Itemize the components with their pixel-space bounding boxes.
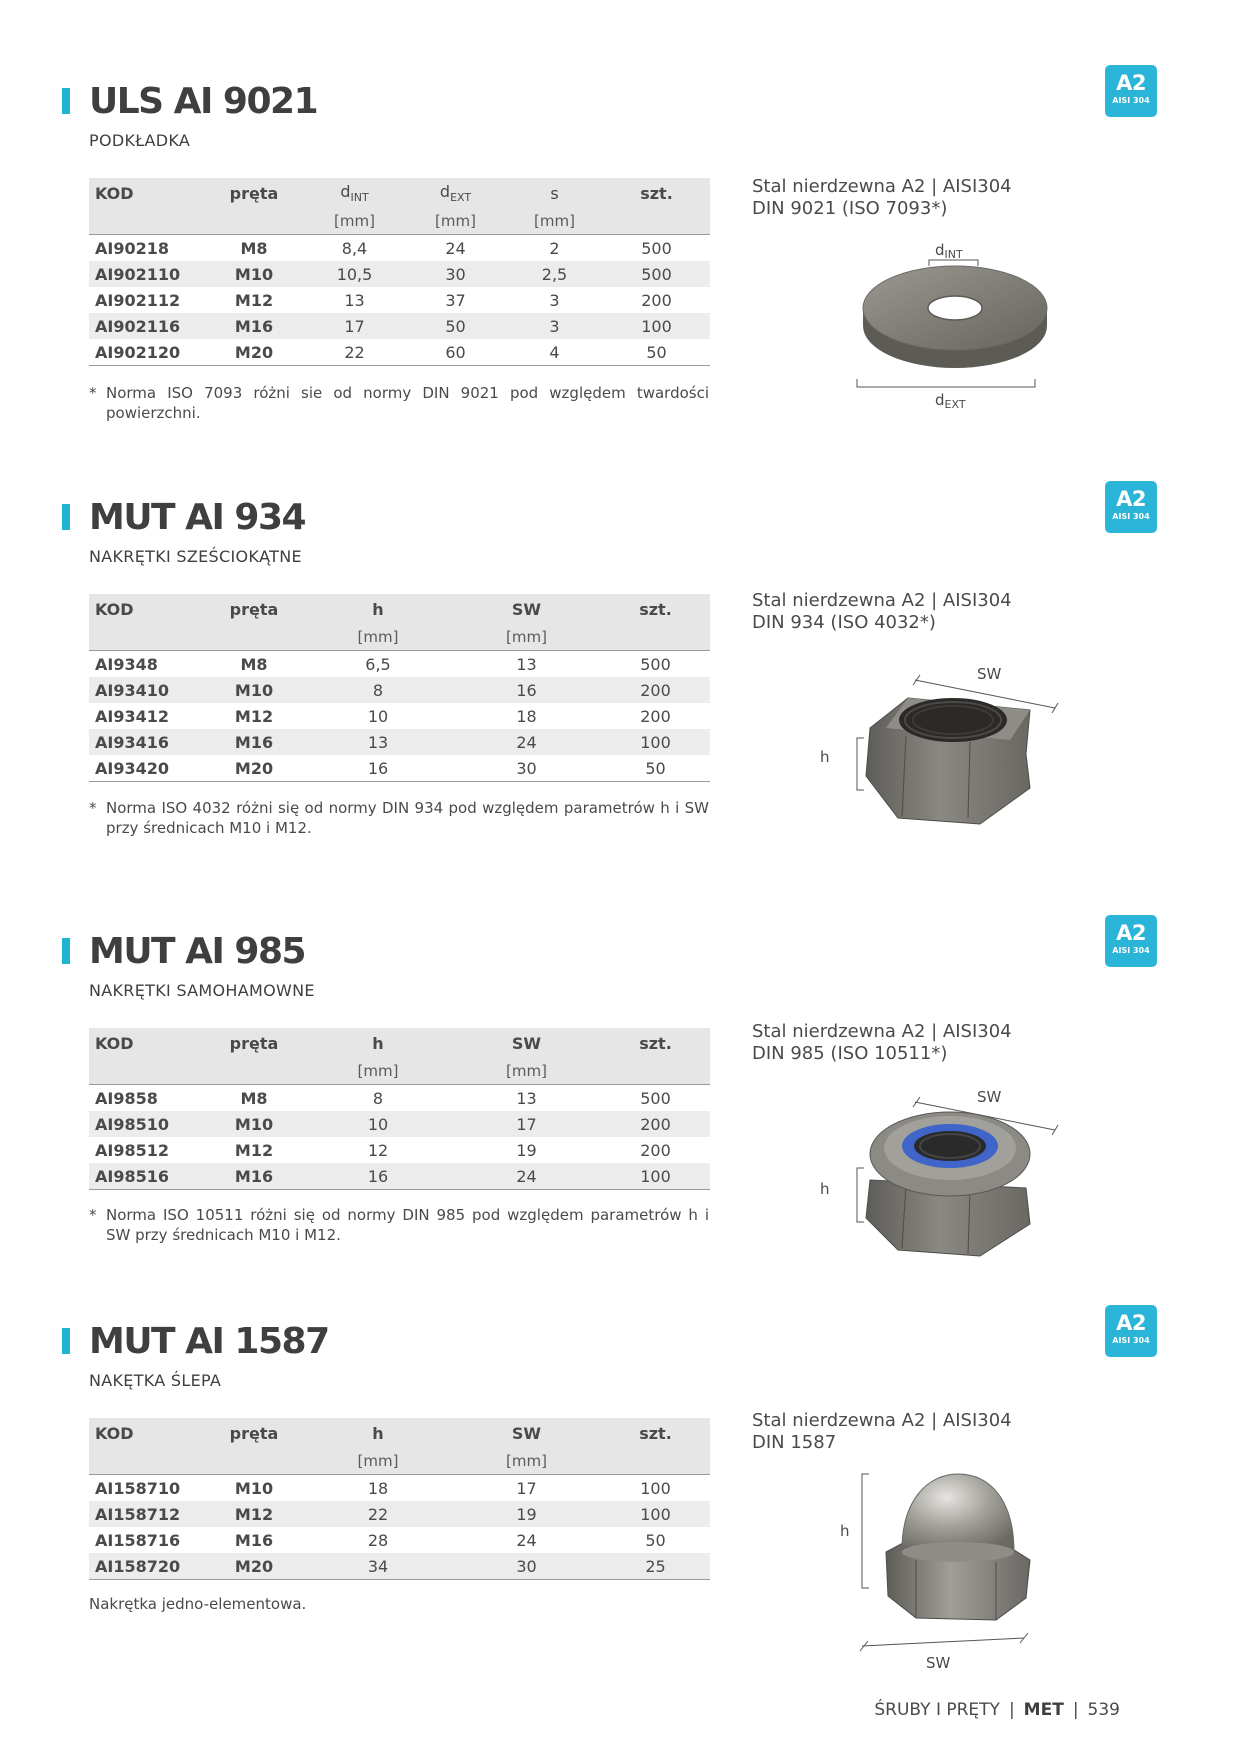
cell-szt: 50 bbox=[601, 755, 710, 782]
material-spec bbox=[752, 590, 1012, 634]
dim-dext-sub: EXT bbox=[944, 398, 966, 411]
unit-empty bbox=[603, 208, 710, 235]
cell-sw: 13 bbox=[516, 1088, 537, 1108]
material-standard: DIN 934 (ISO 4032*) bbox=[752, 612, 936, 633]
svg-text:dEXT bbox=[935, 391, 966, 411]
cell-kod: AI902120 bbox=[89, 339, 204, 366]
dext-subscript: EXT bbox=[450, 191, 472, 205]
table-row bbox=[89, 287, 710, 313]
cell-kod: AI90218 bbox=[95, 238, 169, 258]
unit-empty bbox=[89, 1448, 204, 1475]
dim-h-label: h bbox=[820, 1180, 830, 1198]
cell-dint: 10,5 bbox=[304, 261, 405, 287]
cell-sw: 16 bbox=[452, 677, 601, 703]
units-row bbox=[89, 1448, 710, 1475]
cell-preta: M8 bbox=[240, 238, 268, 258]
cell-h: 22 bbox=[304, 1501, 452, 1527]
material-badge bbox=[1105, 481, 1157, 533]
cell-preta: M10 bbox=[234, 1478, 274, 1498]
cell-dint: 8,4 bbox=[341, 238, 368, 258]
unit-sw: [mm] bbox=[452, 624, 601, 651]
table-row bbox=[89, 651, 710, 678]
cell-szt: 200 bbox=[601, 1111, 710, 1137]
section-accent-bar bbox=[62, 1328, 70, 1354]
cell-szt: 500 bbox=[640, 654, 671, 674]
cell-h: 8 bbox=[372, 1088, 384, 1108]
product-subtitle: NAKRĘTKI SAMOHAMOWNE bbox=[89, 981, 315, 1000]
cell-sw: 30 bbox=[452, 755, 601, 782]
washer-illustration bbox=[845, 236, 1065, 416]
material-badge bbox=[1105, 1305, 1157, 1357]
unit-sw: [mm] bbox=[452, 1448, 601, 1475]
cell-preta: M16 bbox=[204, 729, 304, 755]
product-title: MUT AI 985 bbox=[89, 931, 306, 972]
badge-grade: A2 bbox=[1116, 487, 1146, 511]
cell-preta: M12 bbox=[204, 1501, 304, 1527]
unit-h: [mm] bbox=[304, 1448, 452, 1475]
cell-kod: AI9858 bbox=[95, 1088, 158, 1108]
cell-dext: 37 bbox=[445, 290, 466, 310]
product-title: ULS AI 9021 bbox=[89, 81, 318, 122]
col-header-preta: pręta bbox=[204, 178, 304, 208]
col-header-kod: KOD bbox=[89, 594, 204, 624]
col-header-sw: SW bbox=[452, 594, 601, 624]
cell-dext: 60 bbox=[405, 339, 506, 366]
cell-preta: M16 bbox=[204, 1163, 304, 1190]
cell-kod: AI902112 bbox=[95, 290, 181, 310]
table-row bbox=[89, 1111, 710, 1137]
col-header-h: h bbox=[304, 594, 452, 624]
cell-sw: 30 bbox=[452, 1553, 601, 1580]
table-row bbox=[89, 1475, 710, 1502]
material-standard: DIN 985 (ISO 10511*) bbox=[752, 1043, 948, 1064]
spec-table bbox=[89, 1028, 710, 1190]
cell-kod: AI158710 bbox=[95, 1478, 181, 1498]
dext-symbol: d bbox=[439, 181, 451, 201]
product-title: MUT AI 1587 bbox=[89, 1321, 329, 1362]
cell-h: 34 bbox=[304, 1553, 452, 1580]
cell-kod: AI902110 bbox=[89, 261, 204, 287]
cell-szt: 25 bbox=[601, 1553, 710, 1580]
cell-sw: 24 bbox=[516, 1530, 537, 1550]
cell-s: 2,5 bbox=[506, 261, 603, 287]
cell-kod: AI93420 bbox=[89, 755, 204, 782]
cell-szt: 500 bbox=[640, 1088, 671, 1108]
page-number: 539 bbox=[1087, 1700, 1120, 1720]
product-subtitle: PODKŁADKA bbox=[89, 131, 191, 150]
section-accent-bar bbox=[62, 938, 70, 964]
cell-preta: M10 bbox=[204, 677, 304, 703]
table-row bbox=[89, 755, 710, 782]
col-header-kod: KOD bbox=[89, 1418, 204, 1448]
dim-dint-sub: INT bbox=[944, 248, 963, 261]
spec-table bbox=[89, 178, 710, 366]
footnote-text: Nakrętka jedno-elementowa. bbox=[89, 1595, 307, 1613]
footnote-text: Norma ISO 7093 różni sie od normy DIN 9021 pod względem twardości powierzchni. bbox=[106, 384, 709, 422]
cell-s: 2 bbox=[549, 238, 560, 258]
footnote-text: Norma ISO 10511 różni się od normy DIN 985 pod względem parametrów h i SW przy średnicach M10 i M12. bbox=[106, 1206, 709, 1244]
cell-szt: 500 bbox=[603, 261, 710, 287]
cell-preta: M8 bbox=[240, 654, 268, 674]
cell-preta: M12 bbox=[234, 1140, 274, 1160]
unit-dext: [mm] bbox=[405, 208, 506, 235]
cell-kod: AI93410 bbox=[89, 677, 204, 703]
cell-szt: 200 bbox=[601, 677, 710, 703]
col-header-szt: szt. bbox=[601, 594, 710, 624]
table-row bbox=[89, 677, 710, 703]
cell-kod: AI158712 bbox=[89, 1501, 204, 1527]
dint-symbol: d bbox=[340, 181, 351, 201]
cell-sw: 19 bbox=[516, 1140, 537, 1160]
table-row bbox=[89, 235, 710, 262]
col-header-sw: SW bbox=[452, 1028, 601, 1058]
badge-aisi: AISI 304 bbox=[1112, 512, 1150, 521]
cell-sw: 24 bbox=[452, 729, 601, 755]
cell-h: 8 bbox=[304, 677, 452, 703]
cell-preta: M20 bbox=[204, 755, 304, 782]
footer-brand: MET bbox=[1023, 1700, 1064, 1720]
self-locking-nut-illustration bbox=[810, 1088, 1070, 1268]
col-header-dext bbox=[405, 178, 506, 208]
cell-dext: 30 bbox=[405, 261, 506, 287]
cell-szt: 100 bbox=[640, 1478, 671, 1498]
cell-h: 6,5 bbox=[365, 654, 391, 674]
col-header-sw: SW bbox=[452, 1418, 601, 1448]
spec-table bbox=[89, 1418, 710, 1580]
cell-kod: AI158716 bbox=[95, 1530, 181, 1550]
cell-szt: 100 bbox=[603, 313, 710, 339]
table-row bbox=[89, 1553, 710, 1580]
cell-preta: M8 bbox=[240, 1088, 268, 1108]
footnote-text: Norma ISO 4032 różni się od normy DIN 934 pod względem parametrów h i SW przy średnicach M10 i M12. bbox=[106, 799, 709, 837]
material-spec bbox=[752, 176, 1012, 220]
table-row bbox=[89, 1527, 710, 1553]
unit-sw: [mm] bbox=[452, 1058, 601, 1085]
cell-h: 18 bbox=[367, 1478, 389, 1498]
cell-preta: M20 bbox=[204, 1553, 304, 1580]
cell-h: 16 bbox=[304, 755, 452, 782]
cell-kod: AI98512 bbox=[95, 1140, 169, 1160]
cell-preta: M16 bbox=[234, 1530, 274, 1550]
cell-sw: 24 bbox=[452, 1163, 601, 1190]
badge-aisi: AISI 304 bbox=[1112, 946, 1150, 955]
cell-h: 28 bbox=[367, 1530, 389, 1550]
footnote bbox=[89, 1594, 709, 1614]
cell-h: 16 bbox=[304, 1163, 452, 1190]
table-row bbox=[89, 729, 710, 755]
cell-sw: 19 bbox=[452, 1501, 601, 1527]
cell-preta: M10 bbox=[204, 261, 304, 287]
dim-h-label: h bbox=[840, 1522, 850, 1540]
svg-text:dINT bbox=[935, 241, 963, 261]
material-badge bbox=[1105, 65, 1157, 117]
footnote-marker: * bbox=[89, 799, 97, 817]
unit-empty bbox=[204, 208, 304, 235]
col-header-szt: szt. bbox=[601, 1418, 710, 1448]
cell-dint: 22 bbox=[304, 339, 405, 366]
product-subtitle: NAKĘTKA ŚLEPA bbox=[89, 1371, 222, 1390]
badge-grade: A2 bbox=[1116, 1311, 1146, 1335]
unit-empty bbox=[601, 1448, 710, 1475]
col-header-szt: szt. bbox=[601, 1028, 710, 1058]
cell-preta: M12 bbox=[234, 290, 274, 310]
dim-dext-label: d bbox=[935, 391, 945, 409]
dim-sw-label: SW bbox=[977, 665, 1002, 683]
col-header-kod: KOD bbox=[89, 178, 204, 208]
table-row bbox=[89, 313, 710, 339]
hex-nut-illustration bbox=[810, 658, 1070, 838]
units-row bbox=[89, 1058, 710, 1085]
material-spec bbox=[752, 1021, 1012, 1065]
cell-kod: AI98510 bbox=[89, 1111, 204, 1137]
cell-sw: 17 bbox=[516, 1478, 537, 1498]
unit-h: [mm] bbox=[304, 624, 452, 651]
footer-separator: | bbox=[1008, 1700, 1015, 1720]
cell-preta: M16 bbox=[204, 313, 304, 339]
cell-h: 13 bbox=[304, 729, 452, 755]
cell-kod: AI93412 bbox=[95, 706, 169, 726]
cell-h: 10 bbox=[304, 1111, 452, 1137]
cell-szt: 50 bbox=[603, 339, 710, 366]
table-row bbox=[89, 1163, 710, 1190]
cell-kod: AI902116 bbox=[89, 313, 204, 339]
unit-empty bbox=[89, 1058, 204, 1085]
cell-szt: 50 bbox=[645, 1530, 666, 1550]
cell-h: 10 bbox=[367, 706, 389, 726]
dint-subscript: INT bbox=[350, 191, 369, 205]
cell-dext: 24 bbox=[445, 238, 466, 258]
material-grade: Stal nierdzewna A2 | AISI304 bbox=[752, 176, 1012, 197]
unit-empty bbox=[601, 1058, 710, 1085]
cell-szt: 500 bbox=[641, 238, 672, 258]
material-badge bbox=[1105, 915, 1157, 967]
cell-dint: 17 bbox=[304, 313, 405, 339]
material-standard: DIN 9021 (ISO 7093*) bbox=[752, 198, 948, 219]
cell-kod: AI93416 bbox=[89, 729, 204, 755]
dint-dimension bbox=[929, 241, 978, 266]
unit-h: [mm] bbox=[304, 1058, 452, 1085]
unit-empty bbox=[89, 208, 204, 235]
product-title: MUT AI 934 bbox=[89, 497, 306, 538]
product-subtitle: NAKRĘTKI SZEŚCIOKĄTNE bbox=[89, 547, 302, 566]
material-grade: Stal nierdzewna A2 | AISI304 bbox=[752, 1021, 1012, 1042]
section-accent-bar bbox=[62, 88, 70, 114]
material-standard: DIN 1587 bbox=[752, 1432, 837, 1453]
table-row bbox=[89, 703, 710, 729]
col-header-preta: pręta bbox=[204, 1418, 304, 1448]
material-grade: Stal nierdzewna A2 | AISI304 bbox=[752, 1410, 1012, 1431]
table-row bbox=[89, 1137, 710, 1163]
footnote-marker: * bbox=[89, 384, 97, 402]
table-row bbox=[89, 1085, 710, 1112]
material-spec bbox=[752, 1410, 1012, 1454]
material-grade: Stal nierdzewna A2 | AISI304 bbox=[752, 590, 1012, 611]
h-dimension bbox=[840, 1474, 869, 1588]
footnote bbox=[89, 383, 709, 423]
cell-s: 3 bbox=[506, 313, 603, 339]
col-header-szt: szt. bbox=[603, 178, 710, 208]
table-header-row bbox=[89, 1028, 710, 1058]
cell-sw: 17 bbox=[452, 1111, 601, 1137]
cell-szt: 200 bbox=[640, 706, 671, 726]
cell-szt: 100 bbox=[601, 1501, 710, 1527]
page-footer bbox=[874, 1700, 1120, 1720]
cell-preta: M20 bbox=[204, 339, 304, 366]
footnote bbox=[89, 798, 709, 838]
units-row bbox=[89, 624, 710, 651]
cell-szt: 200 bbox=[640, 1140, 671, 1160]
cell-szt: 100 bbox=[601, 1163, 710, 1190]
section-accent-bar bbox=[62, 504, 70, 530]
cell-kod: AI9348 bbox=[95, 654, 158, 674]
dim-dint-label: d bbox=[935, 241, 945, 259]
footnote bbox=[89, 1205, 709, 1245]
cell-preta: M12 bbox=[234, 706, 274, 726]
col-header-s: s bbox=[506, 178, 603, 208]
cell-dext: 50 bbox=[405, 313, 506, 339]
sw-dimension bbox=[860, 1633, 1028, 1670]
col-header-h: h bbox=[304, 1418, 452, 1448]
cell-sw: 18 bbox=[516, 706, 537, 726]
unit-empty bbox=[89, 624, 204, 651]
cell-preta: M10 bbox=[204, 1111, 304, 1137]
cell-s: 4 bbox=[506, 339, 603, 366]
badge-grade: A2 bbox=[1116, 921, 1146, 945]
table-header-row bbox=[89, 594, 710, 624]
col-header-preta: pręta bbox=[204, 1028, 304, 1058]
cell-dint: 13 bbox=[344, 290, 365, 310]
badge-aisi: AISI 304 bbox=[1112, 96, 1150, 105]
badge-aisi: AISI 304 bbox=[1112, 1336, 1150, 1345]
badge-grade: A2 bbox=[1116, 71, 1146, 95]
col-header-preta: pręta bbox=[204, 594, 304, 624]
col-header-dint bbox=[304, 178, 405, 208]
footer-separator: | bbox=[1072, 1700, 1079, 1720]
table-row bbox=[89, 1501, 710, 1527]
footnote-marker: * bbox=[89, 1206, 97, 1224]
unit-dint: [mm] bbox=[304, 208, 405, 235]
col-header-kod: KOD bbox=[89, 1028, 204, 1058]
dim-h-label: h bbox=[820, 748, 830, 766]
unit-empty bbox=[204, 1058, 304, 1085]
table-header-row bbox=[89, 1418, 710, 1448]
dim-sw-label: SW bbox=[977, 1088, 1002, 1106]
dim-sw-label: SW bbox=[926, 1654, 951, 1670]
cell-h: 12 bbox=[367, 1140, 389, 1160]
cell-szt: 100 bbox=[601, 729, 710, 755]
cell-sw: 13 bbox=[516, 654, 537, 674]
h-dimension bbox=[820, 738, 864, 790]
cell-szt: 200 bbox=[641, 290, 672, 310]
h-dimension bbox=[820, 1168, 864, 1222]
unit-empty bbox=[601, 624, 710, 651]
cell-kod: AI98516 bbox=[89, 1163, 204, 1190]
cap-nut-illustration bbox=[840, 1470, 1060, 1670]
table-header-row bbox=[89, 178, 710, 208]
footer-category: ŚRUBY I PRĘTY bbox=[874, 1700, 1000, 1720]
spec-table bbox=[89, 594, 710, 782]
unit-empty bbox=[204, 1448, 304, 1475]
col-header-h: h bbox=[304, 1028, 452, 1058]
table-row bbox=[89, 261, 710, 287]
table-row bbox=[89, 339, 710, 366]
units-row bbox=[89, 208, 710, 235]
cell-kod: AI158720 bbox=[89, 1553, 204, 1580]
dext-dimension bbox=[857, 379, 1035, 411]
unit-empty bbox=[204, 624, 304, 651]
unit-s: [mm] bbox=[506, 208, 603, 235]
cell-s: 3 bbox=[549, 290, 560, 310]
